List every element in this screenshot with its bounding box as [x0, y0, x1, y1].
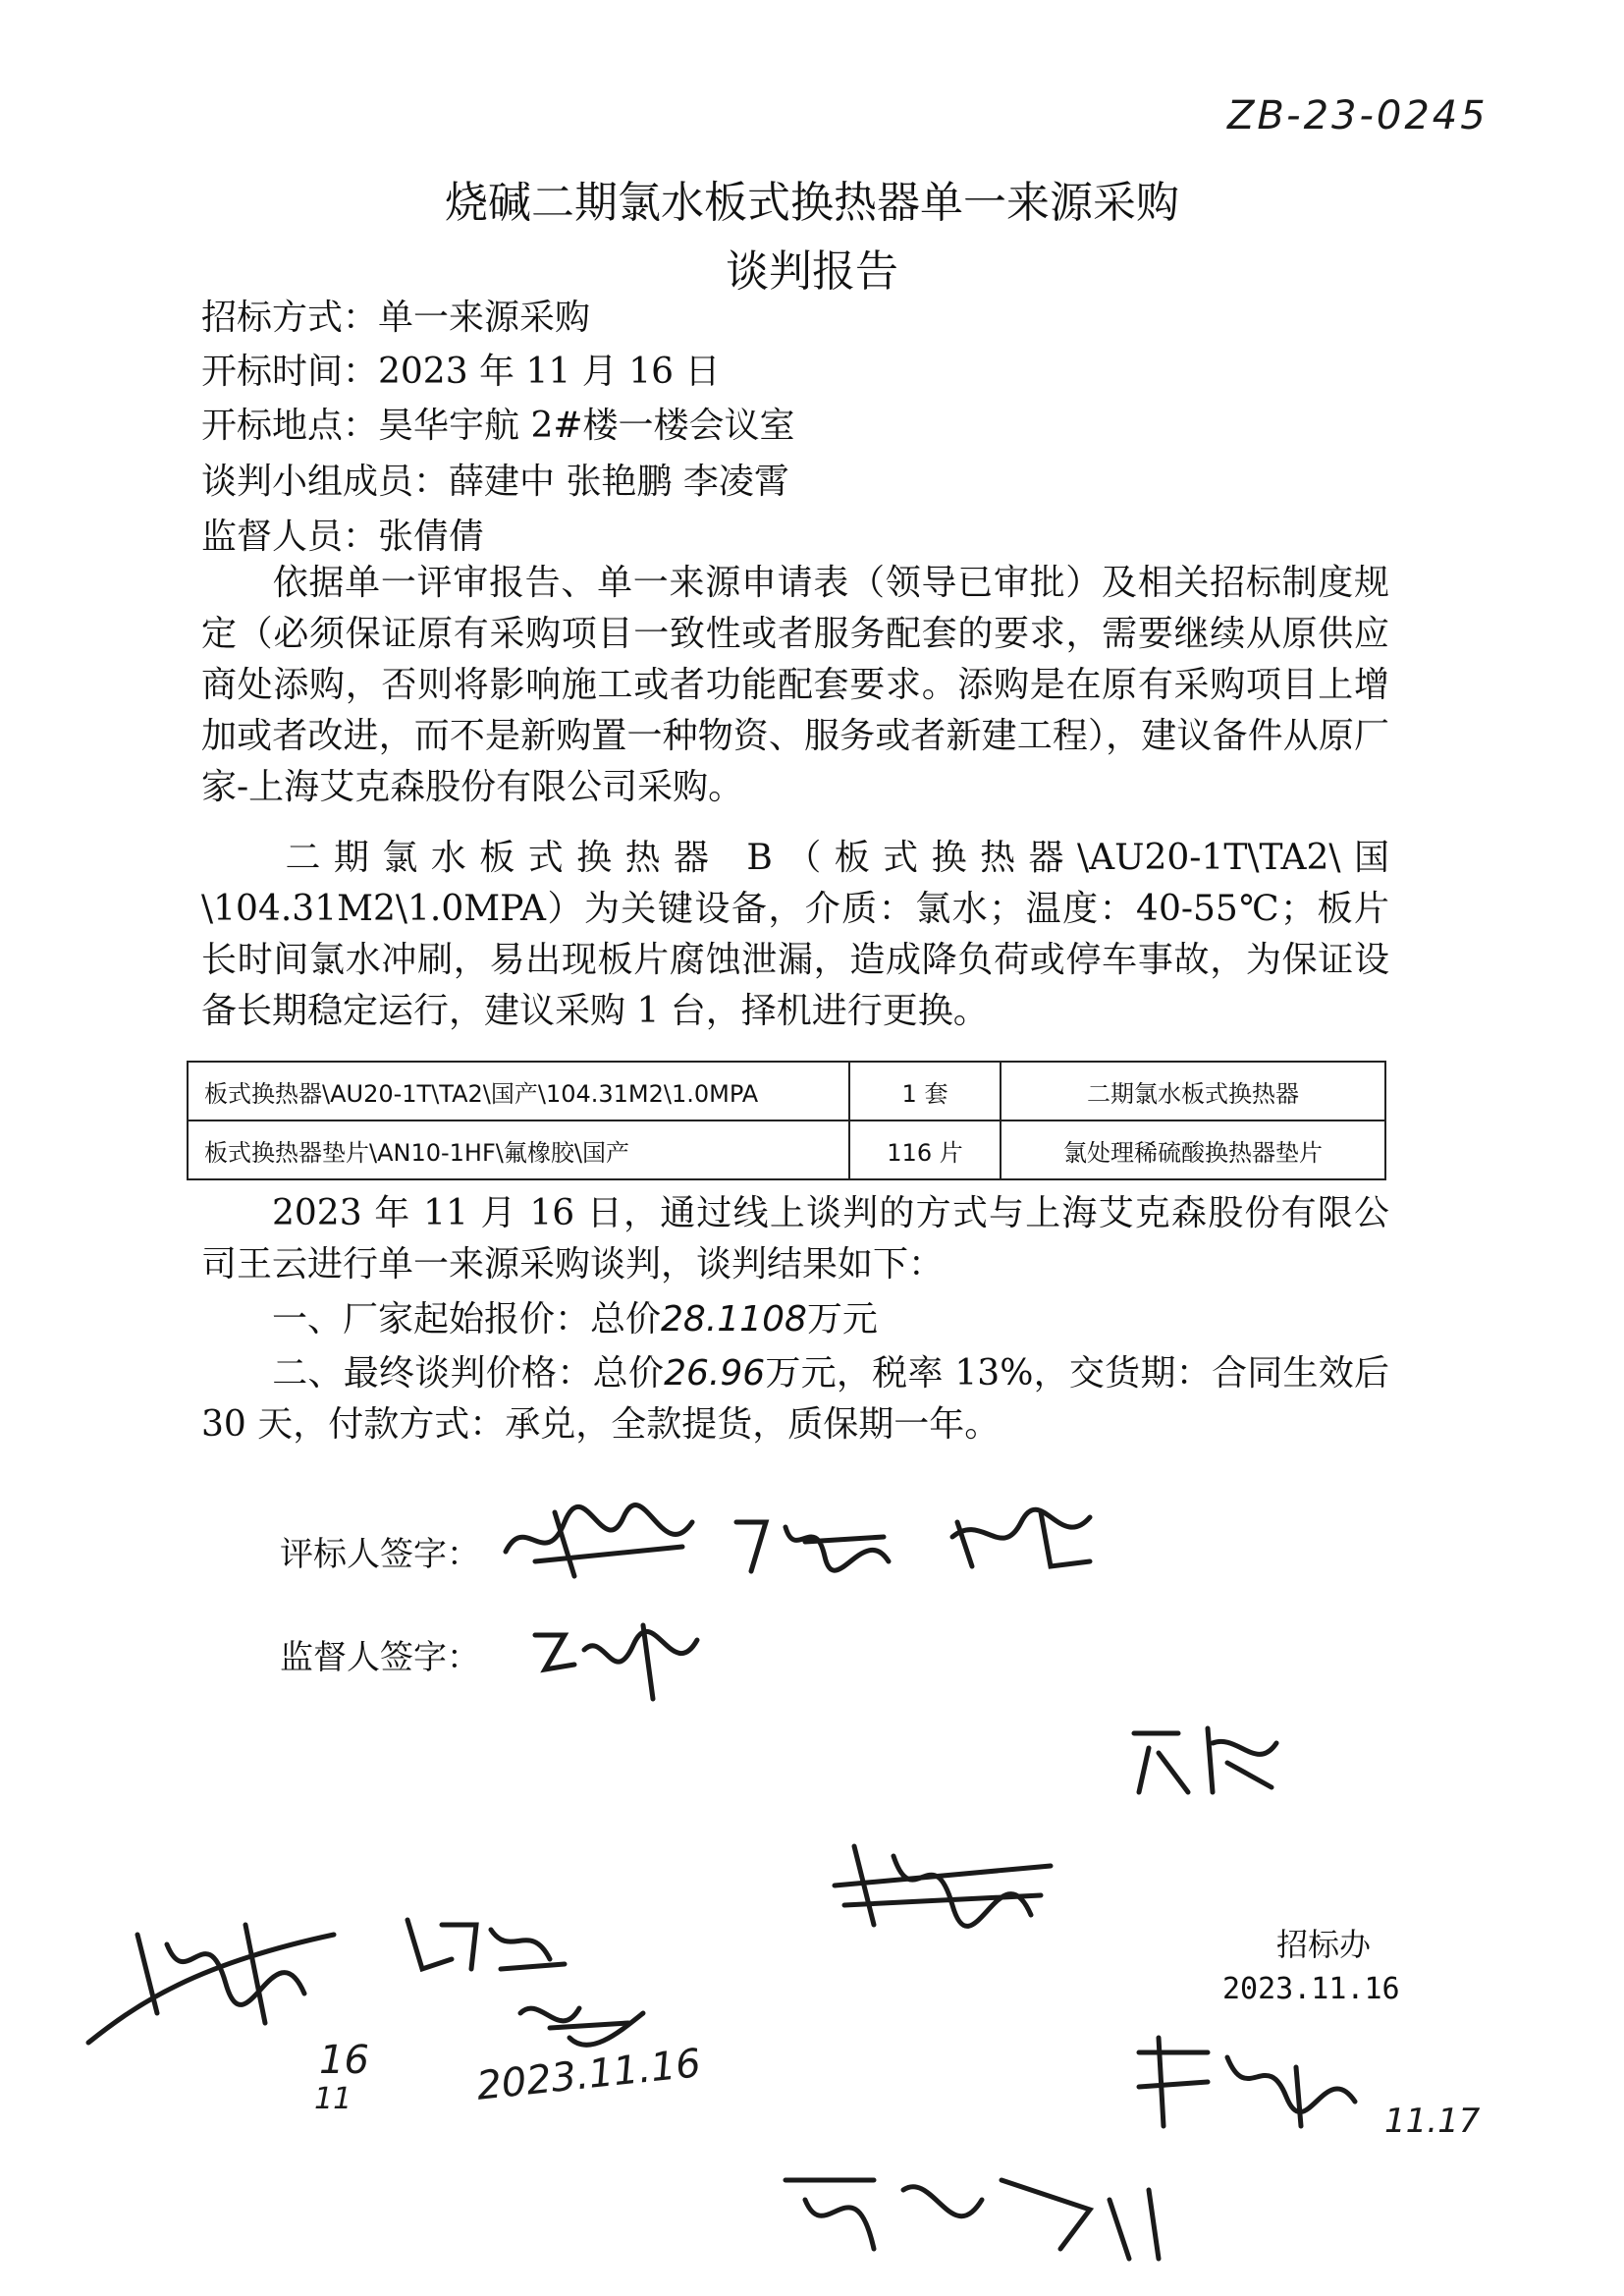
document-title: 烧碱二期氯水板式换热器单一来源采购: [445, 178, 1179, 228]
evaluator-signature-2: [727, 1503, 903, 1581]
paragraph-negotiation: 2023 年 11 月 16 日，通过线上谈判的方式与上海艾克森股份有限公司王云进行单一来源采购谈判，谈判结果如下：: [201, 1193, 1389, 1285]
approver-signature-3: [79, 1895, 353, 2062]
field-open-time: 开标时间：2023 年 11 月 16 日: [201, 352, 721, 392]
approver-signature-6: [1119, 2028, 1375, 2136]
handwritten-date: 2023.11.16: [474, 2041, 703, 2109]
item-name: 板式换热器\AU20-1T\TA2\国产\104.31M2\1.0MPA: [188, 1062, 849, 1121]
result-initial-price: 一、厂家起始报价：总价28.1108万元: [272, 1299, 878, 1339]
supervisor-signature: [525, 1611, 712, 1704]
item-note: 二期氯水板式换热器: [1001, 1062, 1385, 1121]
initial-price-value: 28.1108: [661, 1299, 807, 1339]
paragraph-equipment: 二期氯水板式换热器 B（板式换热器\AU20-1T\TA2\国\104.31M2\1.0MPA）为关键设备，介质：氯水；温度：40-55℃；板片长时间氯水冲刷，易出现板片腐蚀泄漏，造成降负荷或停车事故，为保证设备长期稳定运行，建议采购 1 台，择机进行更换。: [201, 838, 1389, 1031]
approver-signature-4: [393, 1900, 579, 1989]
field-location: 开标地点：昊华宇航 2#楼一楼会议室: [201, 406, 795, 446]
items-table: [187, 1061, 1386, 1180]
supervisor-signature-label: 监督人签字：: [280, 1638, 480, 1677]
handwritten-day: 16: [319, 2038, 369, 2083]
table-row: [188, 1121, 1385, 1179]
item-note: 氯处理稀硫酸换热器垫片: [1001, 1121, 1385, 1179]
bid-office-date: 2023.11.16: [1222, 1972, 1400, 2006]
item-quantity: 116 片: [849, 1121, 1001, 1179]
evaluator-signature-3: [943, 1493, 1110, 1576]
field-supervisor: 监督人员：张倩倩: [201, 517, 485, 557]
evaluator-signature-1: [496, 1493, 722, 1581]
result-final-price: 二、最终谈判价格：总价26.96万元，税率 13%，交货期：合同生效后 30 天，付款方式：承兑，全款提货，质保期一年。: [201, 1353, 1389, 1445]
field-bid-method: 招标方式：单一来源采购: [201, 298, 591, 338]
field-team-members: 谈判小组成员：薛建中 张艳鹏 李凌霄: [201, 462, 789, 502]
item-name: 板式换热器垫片\AN10-1HF\氟橡胶\国产: [188, 1121, 849, 1179]
approver-signature-7: [766, 2141, 1198, 2269]
evaluator-signature-label: 评标人签字：: [280, 1535, 480, 1574]
final-price-value: 26.96: [664, 1353, 766, 1394]
document-subtitle: 谈判报告: [726, 246, 898, 297]
item-quantity: 1 套: [849, 1062, 1001, 1121]
bid-office: 招标办: [1276, 1926, 1372, 1963]
paragraph-basis: 依据单一评审报告、单一来源申请表（领导已审批）及相关招标制度规定（必须保证原有采购项目一致性或者服务配套的要求，需要继续从原供应商处添购，否则将影响施工或者功能配套要求。添购是在原有采购项目上增加或者改进，而不是新购置一种物资、服务或者新建工程），建议备件从原厂家-上海艾克森股份有限公司采购。: [201, 563, 1389, 807]
document-id: ZB-23-0245: [1227, 93, 1489, 138]
table-row: [188, 1062, 1385, 1121]
approver-signature-1: [1119, 1714, 1286, 1802]
approver-signature-2: [815, 1827, 1070, 1935]
handwritten-month: 11: [314, 2082, 352, 2116]
handwritten-date-1117: 11.17: [1384, 2102, 1481, 2141]
